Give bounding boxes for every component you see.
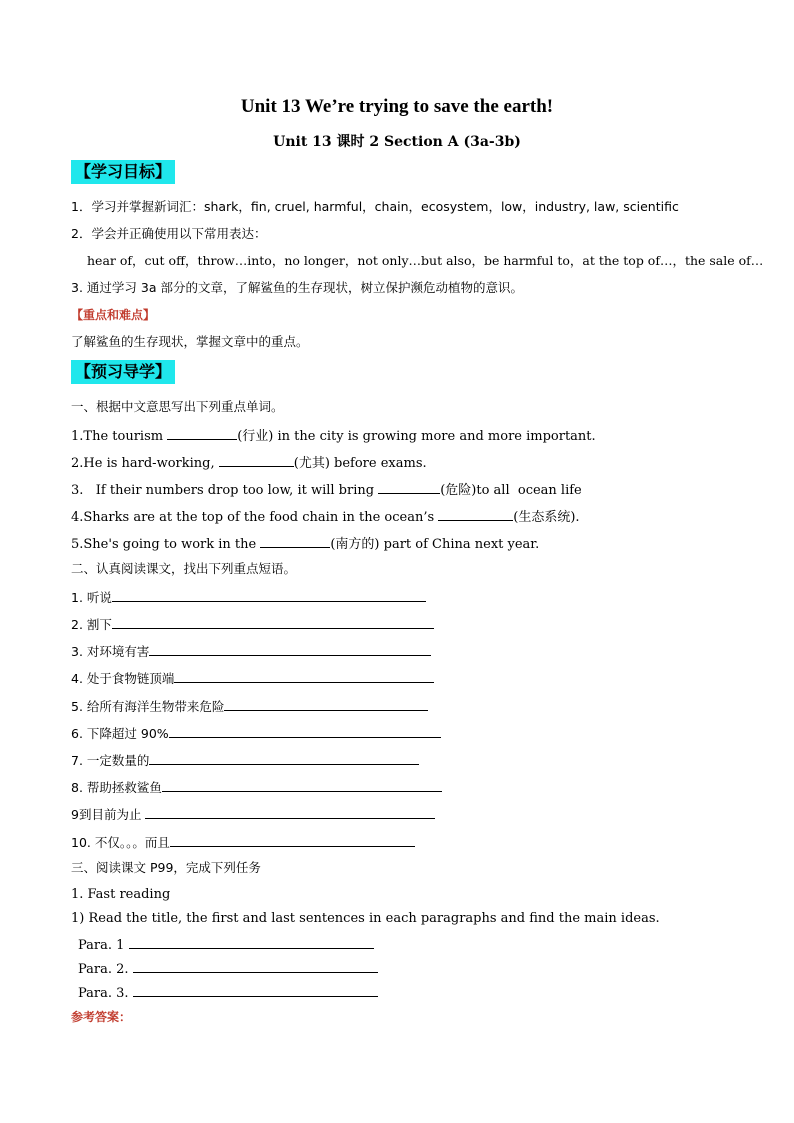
answer-blank[interactable] — [112, 587, 426, 602]
answer-blank[interactable] — [174, 668, 434, 683]
phrase-item: 1. 听说 — [71, 587, 426, 607]
para-2-line: Para. 2. — [78, 958, 378, 979]
answer-blank[interactable] — [378, 479, 440, 494]
para-1-line: Para. 1 — [78, 934, 374, 955]
vocab-question-4: 4.Sharks are at the top of the food chain in the ocean’s (生态系统). — [71, 506, 580, 527]
vocab-question-3: 3. If their numbers drop too low, it will bring (危险)to all ocean life — [71, 479, 582, 500]
answer-blank[interactable] — [170, 832, 415, 847]
answer-blank[interactable] — [169, 723, 441, 738]
phrase-item: 6. 下降超过 90% — [71, 723, 441, 743]
answer-blank[interactable] — [224, 696, 428, 711]
goal-item-2: 2．学会并正确使用以下常用表达： — [71, 226, 267, 241]
phrase-item: 4. 处于食物链顶端 — [71, 668, 434, 688]
answer-blank[interactable] — [133, 958, 378, 973]
key-points-label: 【重点和难点】 — [71, 308, 156, 322]
goals-banner: 【学习目标】 — [71, 160, 175, 184]
reading-instruction: 1) Read the title, the first and last sentences in each paragraphs and find the main ideas. — [71, 911, 660, 926]
goal-item-2-detail: hear of，cut off，throw…into，no longer，not only…but also，be harmful to，at the top of…，the sale of… — [87, 253, 764, 268]
answer-blank[interactable] — [145, 804, 435, 819]
part3-heading: 三、阅读课文 P99，完成下列任务 — [71, 860, 261, 875]
goal-item-1: 1．学习并掌握新词汇：shark，fin, cruel, harmful，chain，ecosystem，low，industry, law, scientific — [71, 199, 679, 214]
key-points-text: 了解鲨鱼的生存现状，掌握文章中的重点。 — [71, 334, 309, 349]
phrase-item: 7. 一定数量的 — [71, 750, 419, 770]
answer-blank[interactable] — [219, 452, 294, 467]
fast-reading-label: 1. Fast reading — [71, 887, 171, 902]
phrase-item: 5. 给所有海洋生物带来危险 — [71, 696, 428, 716]
phrase-item: 8. 帮助拯救鲨鱼 — [71, 777, 442, 797]
answer-blank[interactable] — [129, 934, 374, 949]
para-3-line: Para. 3. — [78, 982, 378, 1003]
phrase-item: 10. 不仅。。。而且 — [71, 832, 415, 852]
part2-heading: 二、认真阅读课文，找出下列重点短语。 — [71, 561, 297, 576]
answer-blank[interactable] — [162, 777, 442, 792]
vocab-question-1: 1.The tourism (行业) in the city is growing more and more important. — [71, 425, 596, 446]
answer-blank[interactable] — [149, 641, 431, 656]
phrase-item: 2. 割下 — [71, 614, 434, 634]
answer-blank[interactable] — [112, 614, 434, 629]
phrase-item: 3. 对环境有害 — [71, 641, 431, 661]
answer-blank[interactable] — [167, 425, 237, 440]
vocab-question-2: 2.He is hard-working, (尤其) before exams. — [71, 452, 427, 473]
vocab-question-5: 5.She's going to work in the (南方的) part of China next year. — [71, 533, 539, 554]
goal-item-3: 3. 通过学习 3a 部分的文章，了解鲨鱼的生存现状，树立保护濒危动植物的意识。 — [71, 280, 523, 295]
answer-blank[interactable] — [133, 982, 378, 997]
part1-heading: 一、根据中文意思写出下列重点单词。 — [71, 399, 284, 414]
answer-blank[interactable] — [438, 506, 513, 521]
answer-blank[interactable] — [260, 533, 330, 548]
page-title: Unit 13 We’re trying to save the earth! — [240, 96, 554, 117]
phrase-item: 9到目前为止 — [71, 804, 435, 824]
answer-key-label: 参考答案： — [71, 1010, 132, 1024]
answer-blank[interactable] — [149, 750, 419, 765]
preview-banner: 【预习导学】 — [71, 360, 175, 384]
page-subtitle: Unit 13 课时 2 Section A (3a-3b) — [273, 134, 521, 150]
